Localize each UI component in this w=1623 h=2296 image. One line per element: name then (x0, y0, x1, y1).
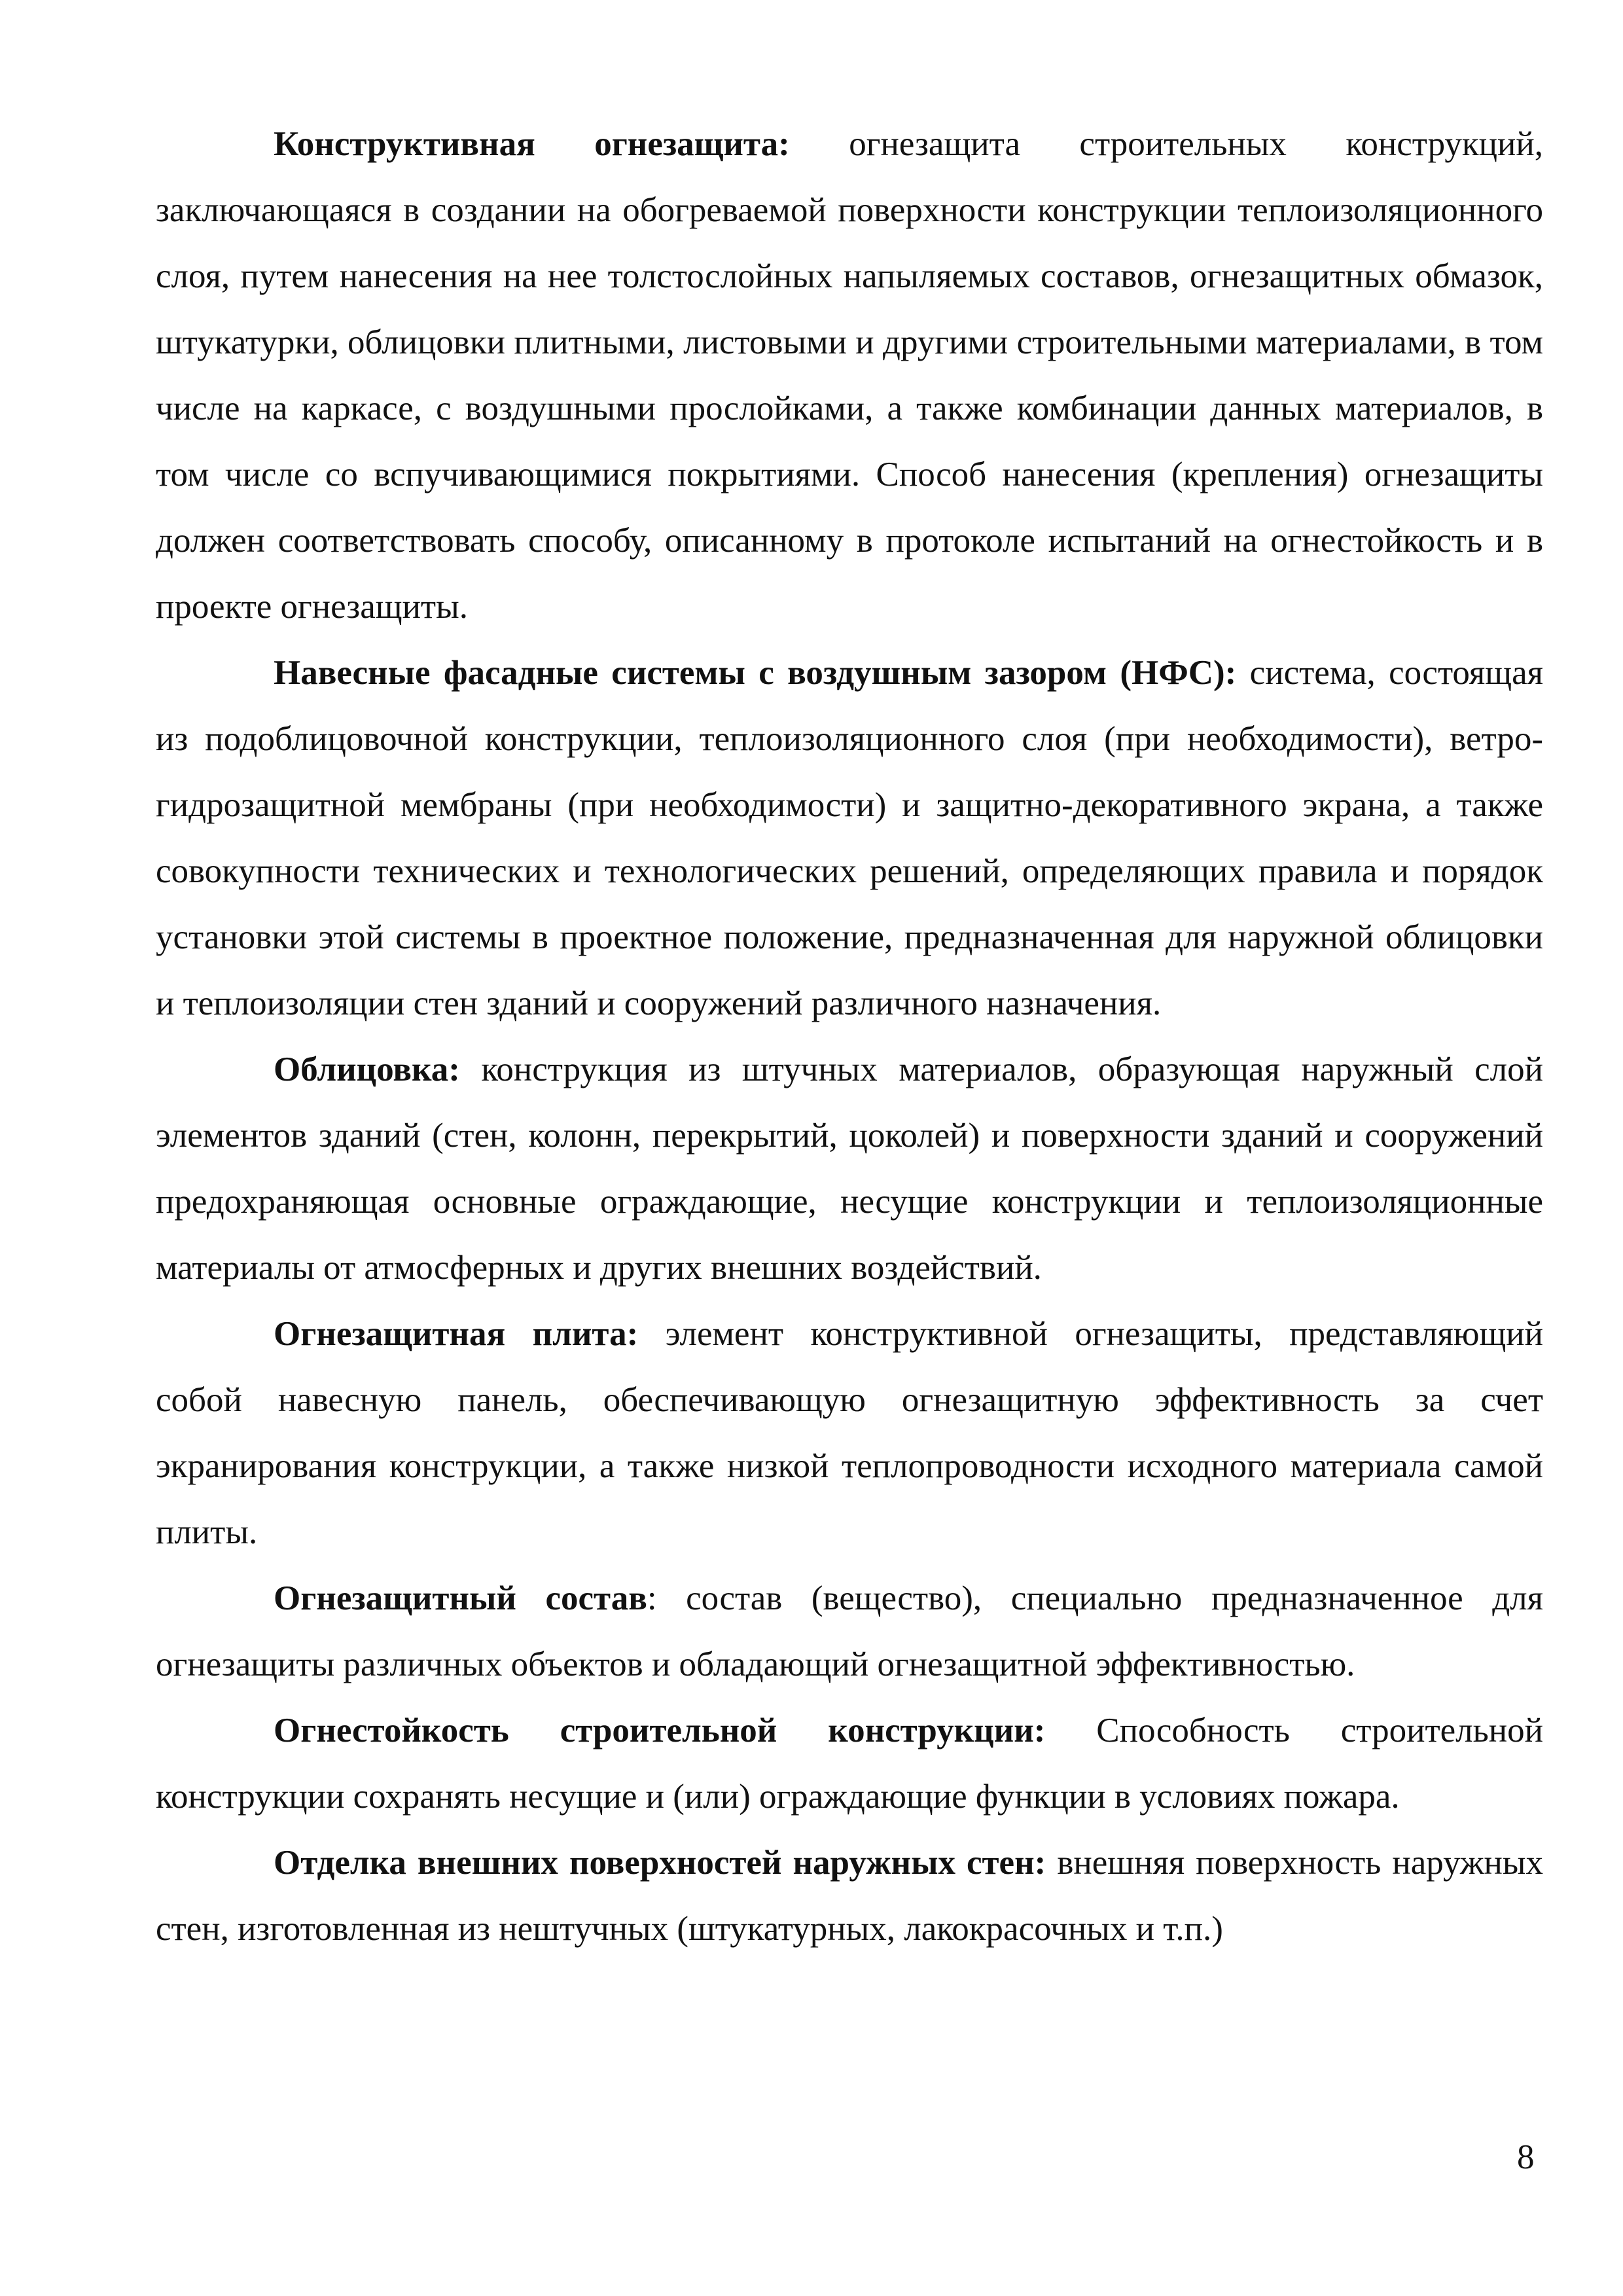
term: Огнезащитная плита: (274, 1315, 639, 1353)
definition-text: : состав (вещество), специально предназначенное для огнезащиты различных объектов и обладающий огнезащитной эффективностью. (156, 1579, 1543, 1683)
term: Навесные фасадные системы с воздушным зазором (НФС): (274, 654, 1237, 692)
definition-paragraph (156, 1698, 1543, 1830)
page-number: 8 (1517, 2138, 1535, 2176)
definition-text: внешняя поверхность наружных стен, изготовленная из нештучных (штукатурных, лакокрасочных и т.п.) (156, 1844, 1543, 1948)
document-body (156, 111, 1543, 1962)
term: Огнезащитный состав (274, 1579, 647, 1617)
definition-text: Способность строительной конструкции сохранять несущие и (или) ограждающие функции в условиях пожара. (156, 1712, 1544, 1816)
definition-paragraph (156, 1830, 1543, 1962)
definition-text: огнезащита строительных конструкций, заключающаяся в создании на обогреваемой поверхности конструкции теплоизоляционного слоя, путем нанесения на нее толстослойных напыляемых составов, огнезащитных обмазок, штукатурки, облицовки плитными, листовыми и другими строительными материалами, в том числе на каркасе, с воздушными прослойками, а также комбинации данных материалов, в том числе со вспучивающимися покрытиями. Способ нанесения (крепления) огнезащиты должен соответствовать способу, описанному в протоколе испытаний на огнестойкость и в проекте огнезащиты. (156, 125, 1544, 626)
definition-paragraph (156, 640, 1543, 1037)
definition-paragraph (156, 111, 1543, 640)
term: Огнестойкость строительной конструкции: (274, 1712, 1046, 1749)
definition-paragraph (156, 1301, 1543, 1566)
definition-text: система, состоящая из подоблицовочной конструкции, теплоизоляционного слоя (при необходимости), ветро-гидрозащитной мембраны (при необходимости) и защитно-декоративного экрана, а также совокупности технических и технологических решений, определяющих правила и порядок установки этой системы в проектное положение, предназначенная для наружной облицовки и теплоизоляции стен зданий и сооружений различного назначения. (156, 654, 1543, 1022)
definition-paragraph (156, 1566, 1543, 1698)
definition-paragraph (156, 1037, 1543, 1301)
definition-text: конструкция из штучных материалов, образующая наружный слой элементов зданий (стен, колонн, перекрытий, цоколей) и поверхности зданий и сооружений предохраняющая основные ограждающие, несущие конструкции и теплоизоляционные материалы от атмосферных и других внешних воздействий. (156, 1050, 1543, 1287)
term: Отделка внешних поверхностей наружных стен: (274, 1844, 1046, 1882)
term: Конструктивная огнезащита: (274, 125, 790, 163)
term: Облицовка: (274, 1050, 460, 1088)
definition-text: элемент конструктивной огнезащиты, представляющий собой навесную панель, обеспечивающую огнезащитную эффективность за счет экранирования конструкции, а также низкой теплопроводности исходного материала самой плиты. (156, 1315, 1543, 1551)
